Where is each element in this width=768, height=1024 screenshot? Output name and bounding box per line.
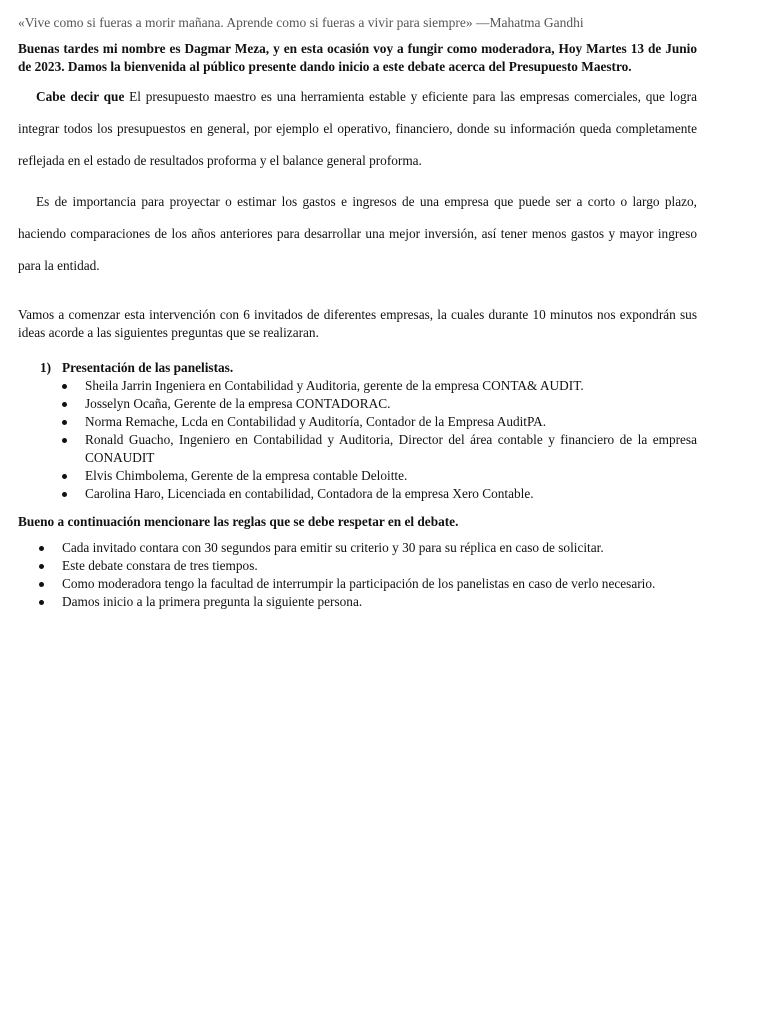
bullet-icon bbox=[61, 395, 85, 413]
list-item: Carolina Haro, Licenciada en contabilidad, Contadora de la empresa Xero Contable. bbox=[61, 485, 697, 503]
bullet-icon bbox=[38, 593, 62, 611]
list-item: Como moderadora tengo la facultad de interrumpir la participación de los panelistas en caso de verlo necesario. bbox=[38, 575, 697, 593]
paragraph-presupuesto-maestro bbox=[18, 81, 697, 177]
section-panelists bbox=[18, 359, 697, 503]
paragraph-body: El presupuesto maestro es una herramienta estable y eficiente para las empresas comerciales, que logra integrar todos los presupuestos en general, por ejemplo el operativo, financiero, donde su información queda completamente reflejada en el estado de resultados proforma y el balance general proforma. bbox=[18, 89, 697, 168]
list-item: Este debate constara de tres tiempos. bbox=[38, 557, 697, 575]
panelist-list bbox=[61, 377, 697, 503]
section-title: Presentación de las panelistas. bbox=[62, 360, 234, 375]
section-number: 1) bbox=[40, 360, 52, 375]
rules-heading: Bueno a continuación mencionare las reglas que se debe respetar en el debate. bbox=[18, 514, 459, 529]
paragraph-importancia: Es de importancia para proyectar o estimar los gastos e ingresos de una empresa que puede ser a corto o largo plazo, haciendo comparaciones de los años anteriores para desarrollar una mejor inversión, así tener menos gastos y mayor ingreso para la entidad. bbox=[18, 194, 697, 273]
list-item: Cada invitado contara con 30 segundos para emitir su criterio y 30 para su réplica en caso de solicitar. bbox=[38, 539, 697, 557]
section-heading bbox=[40, 359, 697, 377]
paragraph-lead: Cabe decir que bbox=[36, 89, 125, 104]
bullet-icon bbox=[61, 377, 85, 395]
bullet-icon bbox=[61, 485, 85, 503]
bullet-icon bbox=[61, 431, 85, 467]
bullet-icon bbox=[38, 575, 62, 593]
list-item: Damos inicio a la primera pregunta la siguiente persona. bbox=[38, 593, 697, 611]
intro-paragraph: Buenas tardes mi nombre es Dagmar Meza, y en esta ocasión voy a fungir como moderadora, Hoy Martes 13 de Junio de 2023. Damos la bienvenida al público presente dando inicio a este debate acerca del Presupuesto Maestro. bbox=[18, 41, 697, 74]
list-item: Norma Remache, Lcda en Contabilidad y Auditoría, Contador de la Empresa AuditPA. bbox=[61, 413, 697, 431]
bullet-icon bbox=[38, 539, 62, 557]
bullet-icon bbox=[38, 557, 62, 575]
bullet-icon bbox=[61, 413, 85, 431]
bullet-icon bbox=[61, 467, 85, 485]
rules-list bbox=[38, 539, 697, 611]
list-item: Sheila Jarrin Ingeniera en Contabilidad y Auditoria, gerente de la empresa CONTA& AUDIT. bbox=[61, 377, 697, 395]
list-item: Elvis Chimbolema, Gerente de la empresa contable Deloitte. bbox=[61, 467, 697, 485]
paragraph-invitados: Vamos a comenzar esta intervención con 6 invitados de diferentes empresas, la cuales durante 10 minutos nos expondrán sus ideas acorde a las siguientes preguntas que se realizaran. bbox=[18, 307, 697, 340]
list-item: Ronald Guacho, Ingeniero en Contabilidad y Auditoria, Director del área contable y financiero de la empresa CONAUDIT bbox=[61, 431, 697, 467]
list-item: Josselyn Ocaña, Gerente de la empresa CONTADORAC. bbox=[61, 395, 697, 413]
epigraph-quote: «Vive como si fueras a morir mañana. Aprende como si fueras a vivir para siempre» —Mahatma Gandhi bbox=[18, 15, 584, 30]
